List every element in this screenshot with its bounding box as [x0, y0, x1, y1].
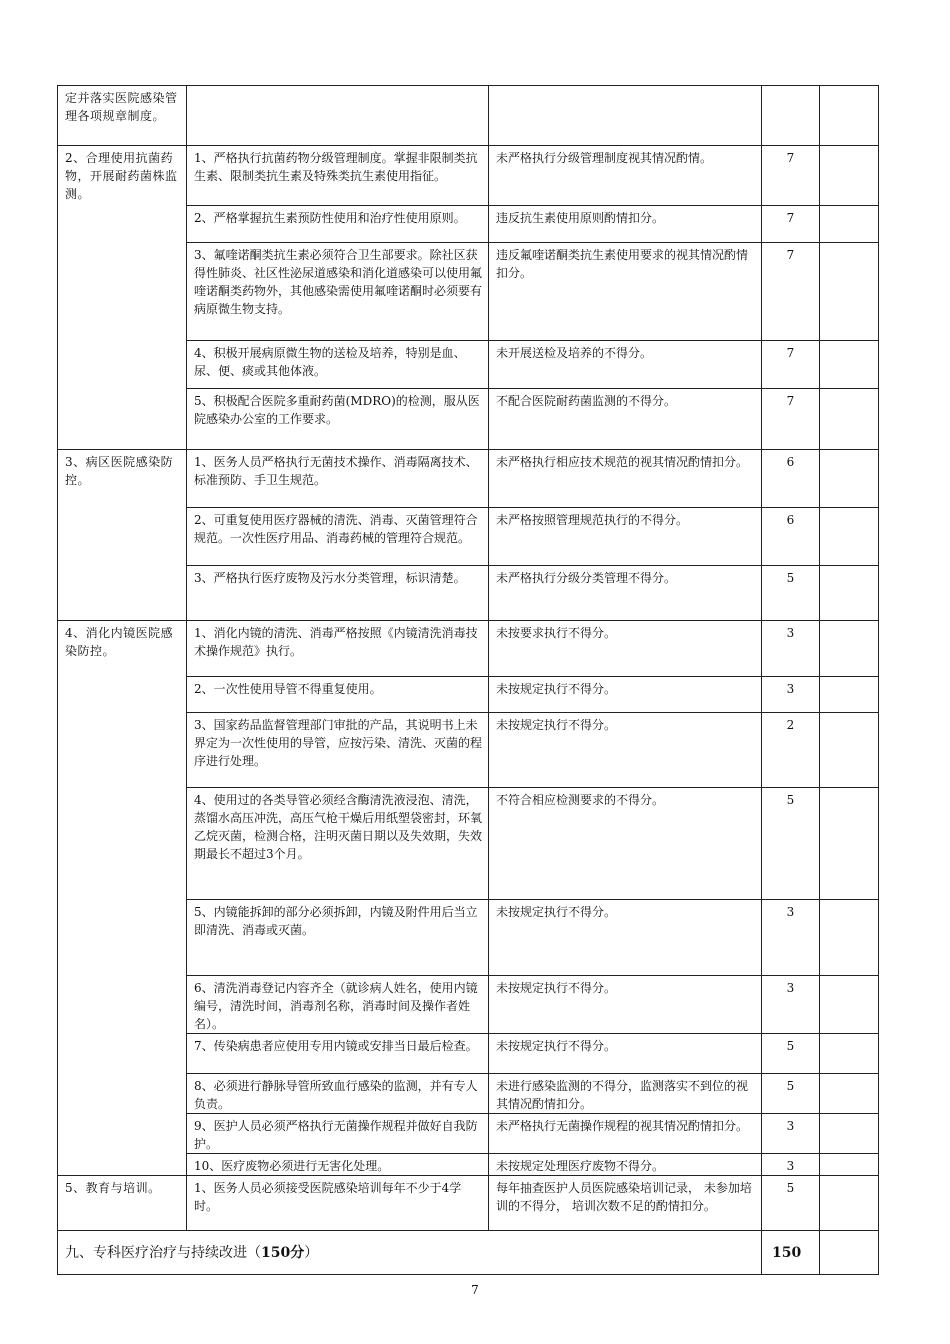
deduction-cell: 未按规定执行不得分。: [489, 900, 762, 976]
requirement-cell: 4、积极开展病原微生物的送检及培养，特别是血、尿、便、痰或其他体液。: [187, 341, 489, 389]
requirement-cell: 1、医务人员严格执行无菌技术操作、消毒隔离技术、标准预防、手卫生规范。: [187, 450, 489, 508]
deduction-cell: 每年抽查医护人员医院感染培训记录， 未参加培训的不得分， 培训次数不足的酌情扣分。: [489, 1176, 762, 1231]
requirement-cell: 1、严格执行抗菌药物分级管理制度。掌握非限制类抗生素、限制类抗生素及特殊类抗生素使用指征。: [187, 146, 489, 206]
score-cell: 6: [762, 450, 820, 508]
section-total-score: 150: [762, 1231, 820, 1275]
score-cell: 5: [762, 1074, 820, 1114]
deduction-cell: 未按规定执行不得分。: [489, 1034, 762, 1074]
score-cell: 7: [762, 243, 820, 341]
score-cell: 3: [762, 1114, 820, 1154]
actual-score-cell: [820, 976, 879, 1034]
requirement-cell: 1、医务人员必须接受医院感染培训每年不少于4学时。: [187, 1176, 489, 1231]
score-cell: 7: [762, 206, 820, 243]
page-number: 7: [471, 1283, 479, 1297]
actual-score-cell: [820, 146, 879, 206]
actual-score-cell: [820, 1074, 879, 1114]
requirement-cell: 2、严格掌握抗生素预防性使用和治疗性使用原则。: [187, 206, 489, 243]
score-cell: 3: [762, 677, 820, 713]
table-row: [58, 146, 879, 206]
requirement-cell: 3、严格执行医疗废物及污水分类管理，标识清楚。: [187, 566, 489, 621]
actual-score-cell: [820, 1154, 879, 1176]
section-title: [58, 1231, 762, 1275]
requirement-cell: 6、清洗消毒登记内容齐全（就诊病人姓名，使用内镜编号，清洗时间，消毒剂名称，消毒时间及操作者姓名）。: [187, 976, 489, 1034]
actual-score-cell: [820, 621, 879, 677]
category-cell: 3、病区医院感染防控。: [58, 450, 187, 621]
score-cell: 5: [762, 1034, 820, 1074]
table-row: [58, 86, 879, 146]
score-cell: 2: [762, 713, 820, 788]
deduction-cell: 未开展送检及培养的不得分。: [489, 341, 762, 389]
actual-score-cell: [820, 86, 879, 146]
actual-score-cell: [820, 713, 879, 788]
section-title-suffix: ）: [304, 1244, 319, 1261]
score-cell: [762, 86, 820, 146]
requirement-cell: [187, 86, 489, 146]
score-cell: 3: [762, 1154, 820, 1176]
deduction-cell: 未严格按照管理规范执行的不得分。: [489, 508, 762, 566]
deduction-cell: 违反抗生素使用原则酌情扣分。: [489, 206, 762, 243]
deduction-cell: 未按规定执行不得分。: [489, 976, 762, 1034]
requirement-cell: 2、一次性使用导管不得重复使用。: [187, 677, 489, 713]
requirement-cell: 10、医疗废物必须进行无害化处理。: [187, 1154, 489, 1176]
table-row: [58, 1176, 879, 1231]
actual-score-cell: [820, 341, 879, 389]
requirement-cell: 3、国家药品监督管理部门审批的产品，其说明书上未界定为一次性使用的导管，应按污染、清洗、灭菌的程序进行处理。: [187, 713, 489, 788]
requirement-cell: 2、可重复使用医疗器械的清洗、消毒、灭菌管理符合规范。一次性医疗用品、消毒药械的管理符合规范。: [187, 508, 489, 566]
scoring-table: [57, 85, 879, 1275]
actual-score-cell: [820, 1114, 879, 1154]
score-cell: 7: [762, 341, 820, 389]
requirement-cell: 5、内镜能拆卸的部分必须拆卸，内镜及附件用后当立即清洗、消毒或灭菌。: [187, 900, 489, 976]
section-title-points: 150分: [261, 1244, 305, 1261]
deduction-cell: 未进行感染监测的不得分，监测落实不到位的视其情况酌情扣分。: [489, 1074, 762, 1114]
deduction-cell: 未严格执行分级管理制度视其情况酌情。: [489, 146, 762, 206]
section-total-row: [58, 1231, 879, 1275]
deduction-cell: 未按要求执行不得分。: [489, 621, 762, 677]
deduction-cell: 不配合医院耐药菌监测的不得分。: [489, 389, 762, 450]
requirement-cell: 9、医护人员必须严格执行无菌操作规程并做好自我防护。: [187, 1114, 489, 1154]
category-cell: 5、教育与培训。: [58, 1176, 187, 1231]
requirement-cell: 4、使用过的各类导管必须经含酶清洗液浸泡、清洗，蒸馏水高压冲洗，高压气枪干燥后用纸塑袋密封，环氧乙烷灭菌，检测合格，注明灭菌日期以及失效期，失效期最长不超过3个月。: [187, 788, 489, 900]
deduction-cell: 违反氟喹诺酮类抗生素使用要求的视其情况酌情扣分。: [489, 243, 762, 341]
requirement-cell: 5、积极配合医院多重耐药菌(MDRO)的检测，服从医院感染办公室的工作要求。: [187, 389, 489, 450]
deduction-cell: 未严格执行相应技术规范的视其情况酌情扣分。: [489, 450, 762, 508]
actual-score-cell: [820, 1231, 879, 1275]
score-cell: 5: [762, 566, 820, 621]
actual-score-cell: [820, 1034, 879, 1074]
score-cell: 7: [762, 146, 820, 206]
score-cell: 5: [762, 788, 820, 900]
score-cell: 3: [762, 900, 820, 976]
actual-score-cell: [820, 1176, 879, 1231]
actual-score-cell: [820, 206, 879, 243]
score-cell: 3: [762, 621, 820, 677]
requirement-cell: 3、氟喹诺酮类抗生素必须符合卫生部要求。除社区获得性肺炎、社区性泌尿道感染和消化道感染可以使用氟喹诺酮类药物外，其他感染需使用氟喹诺酮时必须要有病原微生物支持。: [187, 243, 489, 341]
score-cell: 6: [762, 508, 820, 566]
requirement-cell: 8、必须进行静脉导管所致血行感染的监测，并有专人负责。: [187, 1074, 489, 1114]
score-cell: 7: [762, 389, 820, 450]
deduction-cell: 未严格执行分级分类管理不得分。: [489, 566, 762, 621]
requirement-cell: 7、传染病患者应使用专用内镜或安排当日最后检查。: [187, 1034, 489, 1074]
score-cell: 3: [762, 976, 820, 1034]
deduction-cell: 未按规定执行不得分。: [489, 677, 762, 713]
table-row: [58, 450, 879, 508]
actual-score-cell: [820, 508, 879, 566]
requirement-cell: 1、消化内镜的清洗、消毒严格按照《内镜清洗消毒技术操作规范》执行。: [187, 621, 489, 677]
deduction-cell: 不符合相应检测要求的不得分。: [489, 788, 762, 900]
category-cell: 定并落实医院感染管理各项规章制度。: [58, 86, 187, 146]
actual-score-cell: [820, 566, 879, 621]
deduction-cell: 未按规定处理医疗废物不得分。: [489, 1154, 762, 1176]
deduction-cell: [489, 86, 762, 146]
actual-score-cell: [820, 450, 879, 508]
actual-score-cell: [820, 389, 879, 450]
deduction-cell: 未严格执行无菌操作规程的视其情况酌情扣分。: [489, 1114, 762, 1154]
section-title-prefix: 九、专科医疗治疗与持续改进（: [65, 1244, 261, 1261]
category-cell: 4、消化内镜医院感染防控。: [58, 621, 187, 1176]
actual-score-cell: [820, 788, 879, 900]
category-cell: 2、合理使用抗菌药物，开展耐药菌株监测。: [58, 146, 187, 450]
actual-score-cell: [820, 243, 879, 341]
actual-score-cell: [820, 900, 879, 976]
deduction-cell: 未按规定执行不得分。: [489, 713, 762, 788]
table-row: [58, 621, 879, 677]
actual-score-cell: [820, 677, 879, 713]
score-cell: 5: [762, 1176, 820, 1231]
